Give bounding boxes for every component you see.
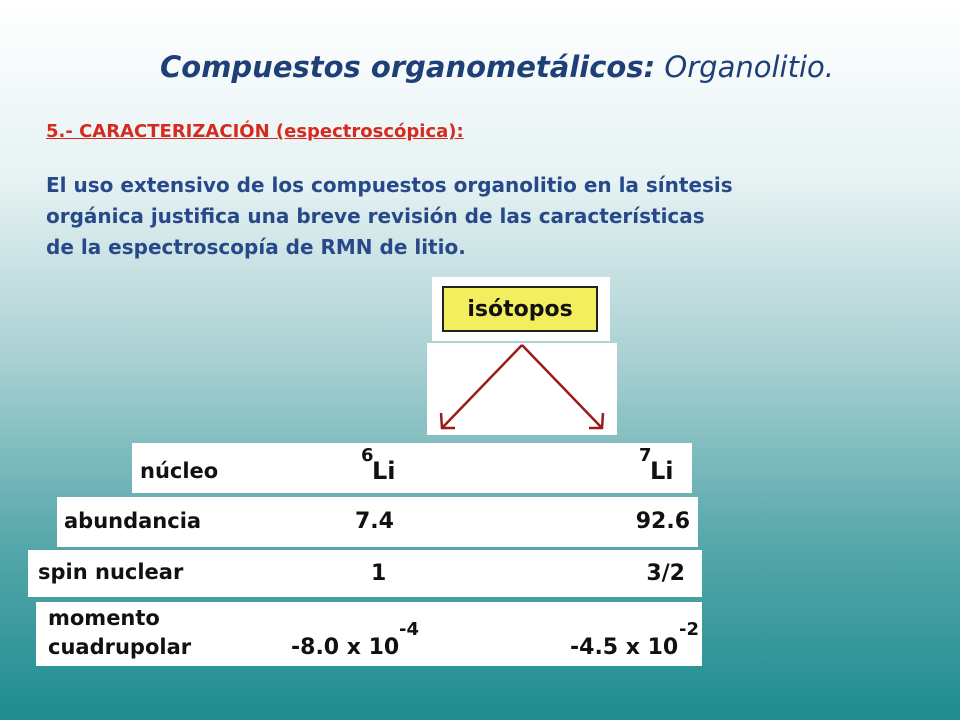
momento-li6-exponent: -4 bbox=[399, 619, 419, 640]
li6-mass-number: 6 bbox=[361, 445, 374, 466]
momento-li7-base: -4.5 x 10 bbox=[570, 635, 679, 660]
abundancia-label: abundancia bbox=[64, 509, 202, 533]
spin-li6: 1 bbox=[371, 561, 387, 586]
li6-symbol: Li bbox=[372, 457, 396, 485]
title-main: Compuestos organometálicos: bbox=[160, 50, 656, 84]
isotopos-label: isótopos bbox=[442, 286, 598, 332]
section-heading: 5.- CARACTERIZACIÓN (espectroscópica): bbox=[46, 121, 464, 142]
abundancia-li7: 92.6 bbox=[635, 509, 690, 534]
li7-symbol: Li bbox=[650, 457, 674, 485]
slide-title bbox=[160, 50, 834, 84]
branch-arrows bbox=[427, 343, 617, 435]
isotope-li6 bbox=[361, 445, 421, 491]
intro-paragraph bbox=[46, 170, 866, 263]
row-nucleo bbox=[132, 443, 692, 493]
momento-li6-base: -8.0 x 10 bbox=[291, 635, 400, 660]
momento-label bbox=[48, 604, 191, 662]
spin-label: spin nuclear bbox=[38, 560, 184, 584]
momento-label-line2: cuadrupolar bbox=[48, 635, 192, 659]
paragraph-line: orgánica justifica una breve revisión de las características bbox=[46, 204, 705, 228]
paragraph-line: de la espectroscopía de RMN de litio. bbox=[46, 235, 466, 259]
row-spin-nuclear bbox=[28, 550, 702, 597]
title-sub: Organolitio. bbox=[664, 50, 834, 84]
row-abundancia bbox=[57, 497, 698, 547]
momento-li7-exponent: -2 bbox=[679, 619, 699, 640]
abundancia-li6: 7.4 bbox=[355, 509, 394, 534]
li7-mass-number: 7 bbox=[639, 445, 652, 466]
isotope-li7 bbox=[639, 445, 699, 491]
right-arrow bbox=[522, 345, 601, 427]
paragraph-line: El uso extensivo de los compuestos organolitio en la síntesis bbox=[46, 173, 733, 197]
isotopos-frame bbox=[432, 277, 610, 341]
momento-li6 bbox=[291, 619, 431, 665]
branch-arrows-panel bbox=[427, 343, 617, 435]
spin-li7: 3/2 bbox=[646, 561, 685, 586]
momento-li7 bbox=[570, 619, 700, 665]
momento-label-line1: momento bbox=[48, 606, 160, 630]
nucleo-label: núcleo bbox=[140, 459, 219, 483]
left-arrow bbox=[443, 345, 522, 427]
row-momento-cuadrupolar bbox=[36, 602, 702, 666]
